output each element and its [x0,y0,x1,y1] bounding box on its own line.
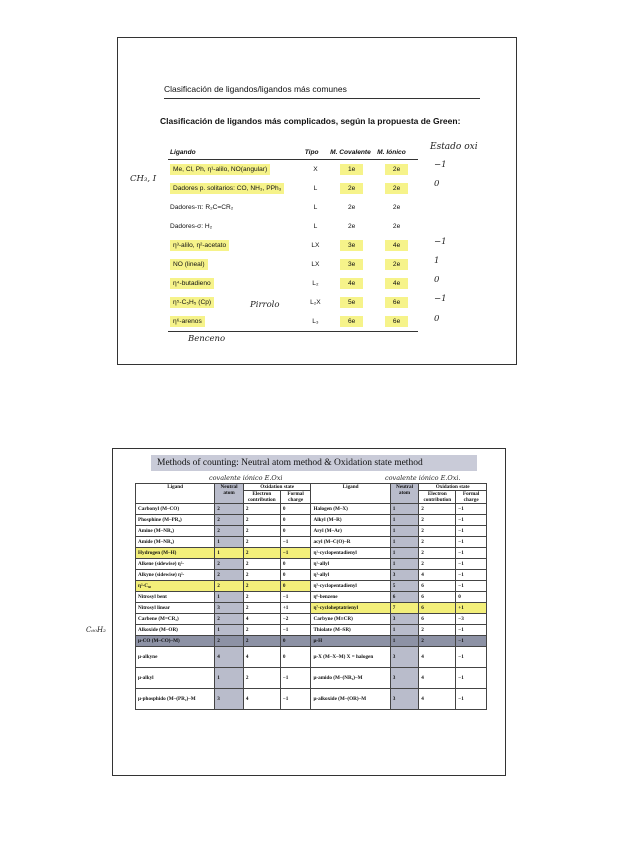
electron-cell: 2 [419,515,456,526]
neutral-atom-cell: 2 [215,559,244,570]
ligand-cell: η⁵-cyclopentadienyl [311,581,390,592]
handwritten-oxidation-state: 0 [434,179,440,190]
neutral-atom-cell: 2 [215,636,244,647]
margin-note-c60: C₆₀H₂ [86,626,106,634]
electron-cell: 6 [419,614,456,625]
ligand-cell: μ-phosphido (M–(PR₂)–M [136,689,215,710]
handwritten-oxidation-state: −1 [434,294,447,305]
ligand-cell: Phosphine (M–PR₃) [136,515,215,526]
covalent-cell: 2e [347,204,356,211]
electron-cell: 2 [243,592,280,603]
electron-cell: 2 [243,548,280,559]
formal-charge-cell: 0 [280,636,311,647]
ligand-cell: η²-C₆₀ [136,581,215,592]
ionic-cell: 6e [385,297,408,308]
header-ligand: Ligando [168,146,303,160]
formal-charge-cell: −1 [280,689,311,710]
covalent-cell: 6e [340,316,363,327]
table-row [168,160,418,180]
covalent-cell: 4e [340,278,363,289]
header-oxstate-left: Oxidation state [243,484,311,491]
neutral-atom-cell: 2 [215,526,244,537]
ligand-cell: Carbonyl (M–CO) [136,504,215,515]
formal-charge-cell: +1 [280,603,311,614]
formal-charge-cell: −1 [280,548,311,559]
title-divider [164,98,480,99]
neutral-atom-cell: 2 [215,570,244,581]
ionic-cell: 2e [385,259,408,270]
ionic-cell: 4e [385,240,408,251]
formal-charge-cell: −1 [280,625,311,636]
ionic-cell: 2e [385,183,408,194]
handwritten-oxidation-state: 0 [434,275,440,286]
ligand-cell: η³-alilo, η²-acetato [170,240,229,251]
ionic-cell: 2e [385,164,408,175]
slide-subtitle: Clasificación de ligandos más complicados, según la propuesta de Green: [160,116,461,126]
electron-cell: 2 [243,625,280,636]
electron-cell: 2 [419,559,456,570]
handwritten-oxidation-state: 0 [434,313,440,324]
electron-cell: 6 [419,581,456,592]
ligand-cell: Carbyne (M≡CR) [311,614,390,625]
electron-cell: 2 [243,537,280,548]
slide-title: Methods of counting: Neutral atom method & Oxidation state method [151,455,477,471]
covalent-cell: 3e [340,240,363,251]
ligand-cell: μ-alkyl [136,668,215,689]
formal-charge-cell: −1 [456,559,487,570]
ligand-cell: Dadores p. solitarios: CO, NH₃, PPh₃ [170,183,284,194]
table-row [168,255,418,274]
electron-cell: 6 [419,592,456,603]
ligand-cell: Aryl (M–Ar) [311,526,390,537]
margin-note: CH₃, I [130,174,157,184]
ligand-cell: μ-X (M–X–M) X = halogen [311,647,390,668]
ionic-cell: 4e [385,278,408,289]
electron-cell: 4 [419,689,456,710]
type-cell: L [313,204,318,211]
table-row [136,537,487,548]
ionic-cell: 2e [392,223,401,230]
header-neutral-right: Neutral atom [390,484,419,504]
electron-cell: 4 [419,668,456,689]
electron-cell: 2 [243,581,280,592]
neutral-atom-cell: 1 [215,592,244,603]
formal-charge-cell: 0 [280,647,311,668]
header-electron-right: Electron contribution [419,491,456,504]
formal-charge-cell: −1 [456,581,487,592]
neutral-atom-cell: 1 [390,636,419,647]
covalent-cell: 2e [347,223,356,230]
formal-charge-cell: −1 [280,537,311,548]
ligand-cell: Hydrogen (M–H) [136,548,215,559]
neutral-atom-cell: 2 [215,515,244,526]
table-row [136,570,487,581]
formal-charge-cell: −1 [456,636,487,647]
ligand-cell: Amine (M–NR₃) [136,526,215,537]
ligand-cell: Alkoxide (M–OR) [136,625,215,636]
neutral-atom-cell: 3 [390,668,419,689]
handwritten-oxidation-state: −1 [434,236,447,247]
electron-cell: 4 [243,689,280,710]
formal-charge-cell: −3 [456,614,487,625]
neutral-atom-cell: 4 [215,647,244,668]
neutral-atom-cell: 3 [390,614,419,625]
neutral-atom-cell: 1 [390,559,419,570]
table-row [168,293,418,312]
neutral-atom-cell: 1 [390,625,419,636]
table-row [136,515,487,526]
formal-charge-cell: −1 [456,647,487,668]
ligand-cell: μ-alkyne [136,647,215,668]
ligand-cell: Nitrosyl bent [136,592,215,603]
electron-cell: 2 [243,668,280,689]
electron-cell: 2 [243,603,280,614]
table-row [136,581,487,592]
table-header-row [136,484,487,491]
header-ligand-right: Ligand [311,484,390,504]
ligand-cell: Nitrosyl linear [136,603,215,614]
formal-charge-cell: −1 [280,668,311,689]
electron-cell: 2 [243,559,280,570]
electron-cell: 2 [419,504,456,515]
ligand-table [168,146,418,332]
table-row [136,668,487,689]
neutral-atom-cell: 3 [215,603,244,614]
formal-charge-cell: 0 [280,570,311,581]
electron-cell: 2 [243,504,280,515]
header-formal-left: Formal charge [280,491,311,504]
electron-cell: 2 [419,625,456,636]
type-cell: X [313,166,318,173]
neutral-atom-cell: 2 [215,504,244,515]
neutral-atom-cell: 1 [390,515,419,526]
arenos-note: Benceno [188,334,226,344]
formal-charge-cell: −1 [280,592,311,603]
ligand-cell: η⁶-arenos [170,316,205,327]
electron-cell: 6 [419,603,456,614]
ligand-cell: η⁴-butadieno [170,278,214,289]
type-cell: L [313,223,318,230]
handwritten-oxidation-state: 1 [434,256,440,266]
covalent-cell: 2e [340,183,363,194]
type-cell: L₂X [310,299,321,306]
table-row [136,636,487,647]
table-row [136,548,487,559]
neutral-atom-cell: 5 [390,581,419,592]
formal-charge-cell: 0 [456,592,487,603]
formal-charge-cell: 0 [280,581,311,592]
formal-charge-cell: 0 [280,526,311,537]
ligand-cell: μ-alkoxide (M–(OR)–M [311,689,390,710]
electron-cell: 4 [243,614,280,625]
ligand-cell: Alkene (sidewise) η²- [136,559,215,570]
formal-charge-cell: −1 [456,570,487,581]
type-cell: L₂ [312,280,319,287]
header-oxstate-right: Oxidation state [419,484,487,491]
formal-charge-cell: −1 [456,668,487,689]
ligand-cell: Me, Cl, Ph, η¹-alilo, NO(angular) [170,164,270,175]
table-row [136,614,487,625]
covalent-cell: 5e [340,297,363,308]
ligand-cell: Carbene (M=CR₂) [136,614,215,625]
header-formal-right: Formal charge [456,491,487,504]
electron-cell: 2 [419,526,456,537]
header-ligand-left: Ligand [136,484,215,504]
formal-charge-cell: +1 [456,603,487,614]
type-cell: L [313,185,318,192]
formal-charge-cell: −1 [456,537,487,548]
header-covalent: M. Covalente [328,146,375,160]
slide-ligand-classification [117,37,517,365]
neutral-atom-cell: 1 [390,526,419,537]
ligand-cell: η¹-cyclopentadienyl [311,548,390,559]
cp-note: Pirrolo [250,300,280,310]
type-cell: LX [311,261,320,268]
neutral-atom-cell: 1 [215,668,244,689]
table-row [136,559,487,570]
neutral-atom-cell: 3 [390,570,419,581]
ligand-cell: Thiolate (M–SR) [311,625,390,636]
ligand-cell: η⁶-benzene [311,592,390,603]
ligand-cell: η³-allyl [311,570,390,581]
electron-cell: 4 [243,647,280,668]
formal-charge-cell: −1 [456,504,487,515]
neutral-atom-cell: 7 [390,603,419,614]
type-cell: L₃ [312,318,319,325]
table-row [136,504,487,515]
neutral-atom-cell: 6 [390,592,419,603]
ligand-cell: Dadores-π: R₂C=CR₂ [170,204,234,211]
ionic-cell: 2e [392,204,401,211]
neutral-atom-cell: 1 [390,504,419,515]
ligand-cell: Dadores-σ: H₂ [170,223,213,230]
neutral-atom-cell: 1 [390,537,419,548]
neutral-atom-cell: 3 [215,689,244,710]
table-row [136,689,487,710]
covalent-cell: 1e [340,164,363,175]
ligand-cell: Halogen (M–X) [311,504,390,515]
ligand-cell: Alkyne (sidewise) η²- [136,570,215,581]
table-row [136,647,487,668]
formal-charge-cell: −1 [456,689,487,710]
table-row [168,179,418,198]
handwritten-header: Estado oxi [430,142,478,152]
table-row [136,592,487,603]
ligand-cell: η⁷-cycloheptatrienyl [311,603,390,614]
table-row [168,312,418,332]
ligand-cell: η¹-allyl [311,559,390,570]
header-electron-left: Electron contribution [243,491,280,504]
electron-cell: 2 [243,570,280,581]
ligand-cell: acyl (M–C(O)–R [311,537,390,548]
table-row [136,625,487,636]
table-row [168,217,418,236]
formal-charge-cell: −1 [456,625,487,636]
electron-cell: 2 [419,548,456,559]
covalent-cell: 3e [340,259,363,270]
header-ionic: M. Iónico [375,146,418,160]
formal-charge-cell: −1 [456,515,487,526]
neutral-atom-cell: 2 [215,581,244,592]
neutral-atom-cell: 1 [215,625,244,636]
formal-charge-cell: 0 [280,504,311,515]
ligand-cell: NO (lineal) [170,259,208,270]
type-cell: LX [311,242,320,249]
electron-cell: 2 [419,636,456,647]
ligand-cell: η⁵-C₅H₅ (Cp) [170,297,214,308]
slide-title: Clasificación de ligandos/ligandos más comunes [164,84,347,94]
header-type: Tipo [303,146,328,160]
table-row [168,198,418,217]
table-row [136,526,487,537]
ligand-cell: μ-amido (M–(NR₂)–M [311,668,390,689]
counting-table [135,483,487,710]
neutral-atom-cell: 1 [390,548,419,559]
slide-counting-methods [112,448,506,776]
electron-cell: 2 [419,537,456,548]
formal-charge-cell: 0 [280,515,311,526]
table-row [168,274,418,293]
table-row [168,236,418,255]
neutral-atom-cell: 3 [390,689,419,710]
handwritten-oxidation-state: −1 [434,160,447,170]
formal-charge-cell: −1 [456,548,487,559]
electron-cell: 2 [243,636,280,647]
ionic-cell: 6e [385,316,408,327]
ligand-cell: μ-CO (M–CO)–M) [136,636,215,647]
electron-cell: 2 [243,526,280,537]
neutral-atom-cell: 2 [215,614,244,625]
handwritten-left-header: covalente iónico E.Oxi [209,474,283,482]
neutral-atom-cell: 3 [390,647,419,668]
neutral-atom-cell: 1 [215,548,244,559]
formal-charge-cell: −1 [456,526,487,537]
ligand-cell: Amide (M–NR₂) [136,537,215,548]
electron-cell: 4 [419,570,456,581]
ligand-cell: Alkyl (M–R) [311,515,390,526]
handwritten-right-header: covalente iónico E.Oxi. [385,474,461,482]
table-row [136,603,487,614]
formal-charge-cell: 0 [280,559,311,570]
electron-cell: 2 [243,515,280,526]
neutral-atom-cell: 1 [215,537,244,548]
table-header-row [168,146,418,160]
formal-charge-cell: −2 [280,614,311,625]
header-neutral-left: Neutral atom [215,484,244,504]
electron-cell: 4 [419,647,456,668]
ligand-cell: μ-H [311,636,390,647]
